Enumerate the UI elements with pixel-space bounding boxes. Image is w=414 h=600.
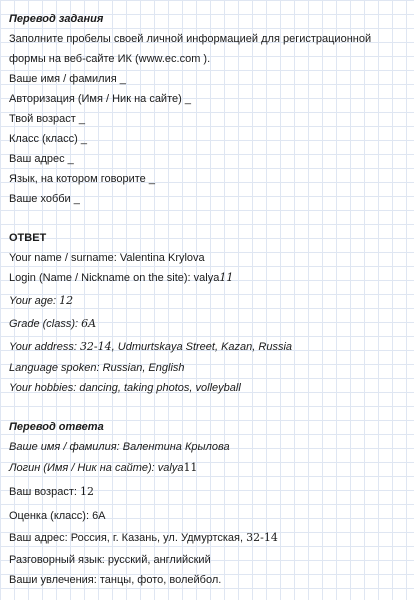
task-field-class: Класс (класс) _ [9, 133, 87, 145]
translation-grade: Оценка (класс): 6А [9, 510, 106, 522]
translation-age [9, 485, 94, 499]
translation-age-number: 12 [79, 485, 94, 498]
task-field-age: Твой возраст _ [9, 113, 85, 125]
answer-login-text: Login (Name / Nickname on the site): valya [9, 272, 220, 284]
translation-address-text: Ваш адрес: Россия, г. Казань, ул. Удмуртская, [9, 532, 247, 544]
task-heading: Перевод задания [9, 13, 104, 25]
answer-name: Your name / surname: Valentina Krylova [9, 252, 205, 264]
translation-login-number: 11 [183, 461, 198, 474]
translation-address [9, 531, 278, 545]
task-field-login: Авторизация (Имя / Ник на сайте) _ [9, 93, 191, 105]
answer-age [9, 294, 73, 308]
answer-hobbies: Your hobbies: dancing, taking photos, volleyball [9, 382, 241, 394]
task-intro-line-1: Заполните пробелы своей личной информацией для регистрационной [9, 33, 372, 45]
answer-login-number: 11 [219, 271, 234, 284]
answer-heading: ОТВЕТ [9, 232, 47, 244]
task-field-address: Ваш адрес _ [9, 153, 74, 165]
answer-age-label: Your age: [9, 295, 60, 307]
translation-login [9, 461, 197, 475]
answer-grade-value: 6A [81, 317, 97, 330]
answer-age-number: 12 [59, 294, 74, 307]
translation-login-text: Логин (Имя / Ник на сайте): valya [9, 462, 184, 474]
task-field-name: Ваше имя / фамилия _ [9, 73, 126, 85]
answer-login [9, 271, 233, 285]
task-intro-line-2: формы на веб-сайте ИК (www.ec.com ). [9, 53, 211, 65]
translation-heading: Перевод ответа [9, 421, 104, 433]
answer-address-number: 32-14 [79, 340, 112, 353]
task-field-language: Язык, на котором говорите _ [9, 173, 155, 185]
task-field-hobby: Ваше хобби _ [9, 193, 80, 205]
translation-age-label: Ваш возраст: [9, 486, 80, 498]
answer-address [9, 340, 292, 354]
answer-address-rest: , Udmurtskaya Street, Kazan, Russia [111, 341, 293, 353]
translation-language: Разговорный язык: русский, английский [9, 554, 211, 566]
translation-name: Ваше имя / фамилия: Валентина Крылова [9, 441, 230, 453]
answer-grade-label: Grade (class): [9, 318, 82, 330]
answer-language: Language spoken: Russian, English [9, 362, 185, 374]
translation-address-number: 32-14 [246, 531, 278, 544]
answer-grade [9, 317, 96, 331]
answer-address-label: Your address: [9, 341, 80, 353]
translation-hobbies: Ваши увлечения: танцы, фото, волейбол. [9, 574, 222, 586]
